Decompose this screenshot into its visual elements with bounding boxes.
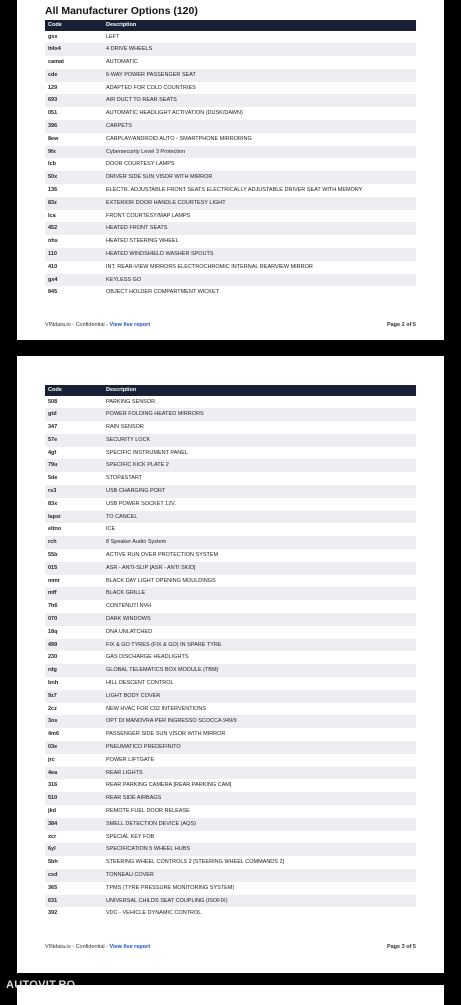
option-description: PARKING SENSOR (106, 398, 156, 405)
option-description: FRONT COURTESY/MAP LAMPS (106, 212, 191, 219)
table-row (45, 651, 416, 664)
table-row (45, 146, 416, 159)
option-description: USB CHARGING PORT (103, 485, 416, 498)
table-row (45, 818, 416, 831)
page-number: Page 2 of 5 (386, 322, 416, 328)
option-description: VDC - VEHICLE DYNAMIC CONTROL (106, 910, 202, 917)
table-row (45, 869, 416, 882)
footer-brand: VINdata.io - Confidential - (45, 322, 110, 328)
table-row (45, 575, 416, 588)
option-code: 9z7 (45, 690, 103, 703)
footer-brand: VINdata.io - Confidential - (45, 944, 110, 950)
table-row (45, 779, 416, 792)
option-description: HEATED WINDSHIELD WASHER SPOUTS (103, 248, 416, 261)
option-description: DNA UNLATCHED (106, 628, 153, 635)
table-row (45, 158, 416, 171)
option-code: tt4x4 (45, 43, 103, 56)
option-code: 5de (48, 475, 58, 482)
option-description: KEYLESS GO (103, 274, 416, 287)
table-row (45, 613, 416, 626)
option-code: 499 (45, 639, 103, 652)
option-code: 129 (48, 84, 58, 91)
option-code: 510 (45, 792, 103, 805)
table-row (45, 498, 416, 511)
table-row (45, 831, 416, 844)
option-code: cde (45, 69, 103, 82)
option-description: AIR DUCT TO REAR SEATS (103, 94, 416, 107)
report-page-4-edge (17, 985, 444, 1005)
table-row (45, 274, 416, 287)
table-row (45, 600, 416, 613)
table-row (45, 184, 416, 197)
option-description: FIX & GO TYRES (FIX & GO) IN SPARE TYRE (103, 639, 416, 652)
option-description: ACTIVE RUN OVER PROTECTION SYSTEM (106, 552, 219, 559)
table-row (45, 43, 416, 56)
table-row (45, 843, 416, 856)
option-code: rs3 (45, 485, 103, 498)
table-row (45, 69, 416, 82)
option-code: 070 (45, 613, 103, 626)
option-description: PASSENGER SIDE SUN VISOR WITH MIRROR (106, 731, 226, 738)
table-row (45, 447, 416, 460)
table-row (45, 639, 416, 652)
option-description: OBJECT HOLDER COMPARTMENT WICKET (106, 289, 219, 296)
table-row (45, 511, 416, 524)
options-table (45, 385, 416, 920)
page-number: Page 3 of 5 (386, 944, 416, 950)
option-code: 50x (45, 171, 103, 184)
option-code: csd (45, 869, 103, 882)
option-code: xcr (48, 833, 57, 840)
option-description: SMELL DETECTION DEVICE (AQS) (103, 818, 416, 831)
option-code: 693 (45, 94, 103, 107)
option-description: 4 DRIVE WHEELS (103, 43, 416, 56)
option-code: 110 (45, 248, 103, 261)
option-code: 136 (48, 187, 58, 194)
option-description: INT. REAR-VIEW MIRRORS ELECTROCHROMIC INTERNAL REARVIEW MIRROR (106, 263, 313, 270)
option-code: 79u (45, 459, 103, 472)
table-header-row (45, 385, 416, 396)
option-code: 051 (48, 110, 58, 117)
option-description: OPT DI MANOVRA PER INGRESSO SCOCCA 949/9 (103, 715, 416, 728)
option-code: mff (45, 587, 103, 600)
table-row (45, 664, 416, 677)
table-row (45, 715, 416, 728)
option-code: 3os (45, 715, 103, 728)
table-row (45, 485, 416, 498)
option-description: POWER LIFTGATE (106, 756, 155, 763)
table-row (45, 882, 416, 895)
option-code: 631 (45, 895, 103, 908)
view-live-report-link[interactable]: View live report (109, 322, 151, 328)
option-code: nhs (48, 238, 58, 245)
option-code: gsx (48, 33, 58, 40)
report-page-3 (17, 356, 444, 973)
option-code: 384 (45, 818, 103, 831)
option-code: gx4 (45, 274, 103, 287)
option-code: 230 (48, 654, 58, 661)
option-description: CONTENUTI NVH (106, 603, 152, 610)
option-description: SPECIFICATION 5 WHEEL HUBS (103, 843, 416, 856)
table-row (45, 856, 416, 869)
option-description: ICE (106, 526, 116, 533)
option-code: 845 (48, 289, 58, 296)
option-code: rdg (45, 664, 103, 677)
option-description: STOP&START (106, 475, 143, 482)
table-row (45, 549, 416, 562)
option-description: SPECIFIC INSTRUMENT PANEL (106, 449, 189, 456)
option-description: GAS DISCHARGE HEADLIGHTS (106, 654, 189, 661)
table-row (45, 536, 416, 549)
header-code: Code (45, 385, 103, 396)
table-row (45, 286, 416, 299)
table-row (45, 805, 416, 818)
header-description: Description (103, 20, 416, 31)
table-row (45, 171, 416, 184)
table-row (45, 587, 416, 600)
option-code: eltno (48, 526, 62, 533)
table-row (45, 210, 416, 223)
option-description: LEFT (106, 33, 120, 40)
option-code: 365 (48, 884, 58, 891)
option-description: Cybersecurity Level 3 Protection (103, 146, 416, 159)
table-row (45, 197, 416, 210)
option-description: GLOBAL TELEMATICS BOX MODULE (TBM) (103, 664, 416, 677)
option-description: SPECIAL KEY FOB (106, 833, 155, 840)
option-description: DRIVER SIDE SUN VISOR WITH MIRROR (103, 171, 416, 184)
option-code: 508 (48, 398, 58, 405)
option-description: ASR - ANTI-SLIP [ASR - ANTI SKID] (103, 562, 416, 575)
option-description: DARK WINDOWS (103, 613, 416, 626)
option-description: TONNEAU COVER (103, 869, 416, 882)
option-code: jkd (48, 808, 56, 814)
table-row (45, 248, 416, 261)
watermark-logo: AUTOVIT.RO (6, 979, 76, 991)
option-description: REAR PARKING CAMERA [REAR PARKING CAM] (106, 782, 232, 789)
option-code: 2cz (48, 705, 57, 712)
option-description: RAIN SENSOR (106, 424, 144, 431)
option-code: 6yl (45, 843, 103, 856)
option-description: USB POWER SOCKET 12V. (106, 500, 176, 507)
table-row (45, 907, 416, 920)
table-row (45, 408, 416, 421)
table-row (45, 261, 416, 274)
option-description: AUTOMATIC HEADLIGHT ACTIVATION (DUSK/DAWN) (106, 110, 243, 117)
option-code: lca (48, 212, 56, 219)
option-description: CARPLAY/ANDROID AUTO - SMARTPHONE MIRRORING (106, 135, 252, 142)
option-code: 4m6 (48, 731, 60, 738)
option-description: TO CANCEL (103, 511, 416, 524)
table-row (45, 31, 416, 44)
option-description: PNEUMATICO PREDEFINITO (103, 741, 416, 754)
option-code: 8ew (48, 135, 59, 142)
table-row (45, 562, 416, 575)
option-code: camat (48, 59, 64, 66)
table-row (45, 82, 416, 95)
option-description: HILL DESCENT CONTROL (106, 680, 174, 687)
option-description: REAR SIDE AIRBAGS (103, 792, 416, 805)
option-code: 392 (48, 910, 58, 917)
option-description: 6-WAY POWER PASSENGER SEAT (103, 69, 416, 82)
header-code: Code (45, 20, 103, 31)
option-code: 57e (45, 434, 103, 447)
table-row (45, 754, 416, 767)
option-description: HEATED STEERING WHEEL (106, 238, 179, 245)
option-code: bnh (48, 680, 59, 687)
option-code: 83z (45, 197, 103, 210)
table-row (45, 690, 416, 703)
option-code: lapsi (45, 511, 103, 524)
option-description: TPMS (TYRE PRESSURE MONITORING SYSTEM) (106, 884, 235, 891)
header-description: Description (103, 385, 416, 396)
table-row (45, 728, 416, 741)
table-row (45, 472, 416, 485)
option-code: 410 (48, 263, 58, 270)
option-description: ADAPTED FOR COLD COUNTRIES (106, 84, 196, 91)
option-description: HEATED FRONT SEATS (103, 222, 416, 235)
option-code: 4ea (45, 767, 103, 780)
option-description: UNIVERSAL CHILDS SEAT COUPLING (ISOFIX) (103, 895, 416, 908)
option-description: SPECIFIC KICK PLATE 2 (103, 459, 416, 472)
option-code: rch (45, 536, 103, 549)
option-description: AUTOMATIC (106, 59, 138, 66)
option-code: 4gf (48, 449, 57, 456)
report-page-2 (17, 0, 444, 340)
option-code: 396 (45, 120, 103, 133)
table-row (45, 895, 416, 908)
option-description: STEERING WHEEL CONTROLS 2 [STEERING WHEEL COMMANDS 2] (106, 859, 285, 866)
table-row (45, 677, 416, 690)
option-code: mmr (48, 577, 60, 584)
option-description: REAR LIGHTS (103, 767, 416, 780)
option-code: 5bh (48, 859, 58, 866)
option-description: DOOR COURTESY LAMPS (106, 161, 175, 168)
option-description: 8 Speaker Audio System (103, 536, 416, 549)
page-title: All Manufacturer Options (120) (45, 5, 198, 17)
option-description: ELECTR. ADJUSTABLE FRONT SEATS ELECTRICALLY ADJUSTABLE DRIVER SEAT WITH MEMORY (106, 187, 363, 194)
table-row (45, 626, 416, 639)
option-code: 452 (45, 222, 103, 235)
option-code: 83x (48, 500, 58, 507)
table-row (45, 741, 416, 754)
table-header-row (45, 20, 416, 31)
option-code: 18q (48, 628, 58, 635)
table-row (45, 396, 416, 409)
option-code: 03e (45, 741, 103, 754)
table-row (45, 235, 416, 248)
page-footer (45, 322, 416, 328)
option-code: 55b (48, 552, 58, 559)
option-description: BLACK GRILLE (103, 587, 416, 600)
table-row (45, 421, 416, 434)
table-row (45, 120, 416, 133)
option-description: SECURITY LOCK (103, 434, 416, 447)
option-code: lcb (48, 161, 56, 168)
option-code: 015 (45, 562, 103, 575)
view-live-report-link[interactable]: View live report (109, 944, 151, 950)
option-description: CARPETS (103, 120, 416, 133)
table-row (45, 434, 416, 447)
option-description: REMOTE FUEL DOOR RELEASE (106, 808, 190, 814)
table-row (45, 459, 416, 472)
option-description: EXTERIOR DOOR HANDLE COURTESY LIGHT (103, 197, 416, 210)
table-row (45, 222, 416, 235)
option-code: jrc (48, 756, 55, 763)
table-row (45, 133, 416, 146)
option-code: 316 (48, 782, 58, 789)
table-row (45, 792, 416, 805)
option-description: LIGHT BODY COVER (103, 690, 416, 703)
table-row (45, 94, 416, 107)
table-row (45, 56, 416, 69)
option-description: POWER FOLDING HEATED MIRRORS (103, 408, 416, 421)
option-code: 7h6 (48, 603, 58, 610)
table-row (45, 523, 416, 536)
option-description: NEW HVAC FOR C02 INTERVENTIONS (106, 705, 207, 712)
option-code: gtd (45, 408, 103, 421)
table-row (45, 107, 416, 120)
options-table (45, 20, 416, 299)
table-row (45, 767, 416, 780)
option-description: BLACK DAY LIGHT OPENING MOULDINGS (106, 577, 216, 584)
page-footer (45, 944, 416, 950)
option-code: 347 (48, 424, 58, 431)
option-code: 9fx (45, 146, 103, 159)
table-row (45, 703, 416, 716)
